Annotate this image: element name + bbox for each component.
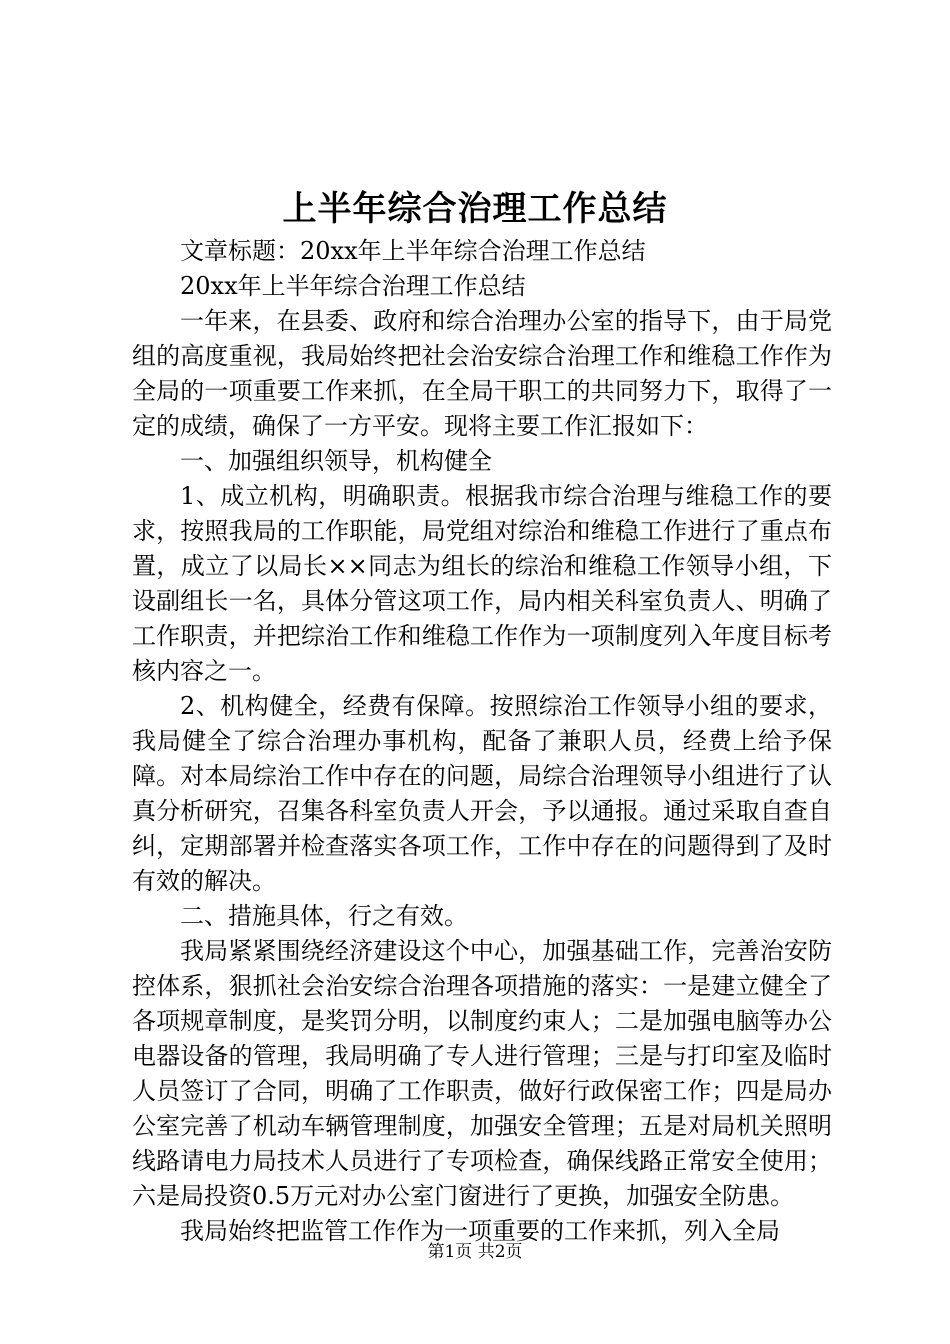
paragraph-measures: 我局紧紧围绕经济建设这个中心，加强基础工作，完善治安防控体系，狠抓社会治安综合治理各项措施的落实：一是建立健全了各项规章制度，是奖罚分明，以制度约束人；二是加强电脑等办公电器设备的管理，我局明确了专人进行管理；三是与打印室及临时人员签订了合同，明确了工作职责，做好行政保密工作；四是局办公室完善了机动车辆管理制度，加强安全管理；五是对局机关照明线路请电力局技术人员进行了专项检查，确保线路正常安全使用；六是局投资0.5万元对办公室门窗进行了更换，加强安全防患。 bbox=[132, 937, 832, 1210]
section-heading-2: 二、措施具体，行之有效。 bbox=[180, 902, 468, 930]
paragraph-item-2: 2、机构健全，经费有保障。按照综治工作领导小组的要求，我局健全了综合治理办事机构，配备了兼职人员，经费上给予保障。对本局综治工作中存在的问题，局综合治理领导小组进行了认真分析研究，召集各科室负责人开会，予以通报。通过采取自查自纠，定期部署并检查落实各项工作，工作中存在的问题得到了及时有效的解决。 bbox=[132, 692, 832, 895]
page-number: 第1页 共2页 bbox=[427, 1242, 523, 1262]
document-body bbox=[132, 234, 832, 1249]
paragraph-article-heading: 文章标题：20xx年上半年综合治理工作总结 bbox=[180, 237, 646, 265]
paragraph-intro: 一年来，在县委、政府和综合治理办公室的指导下，由于局党组的高度重视，我局始终把社会治安综合治理工作和维稳工作作为全局的一项重要工作来抓，在全局干职工的共同努力下，取得了一定的成绩，确保了一方平安。现将主要工作汇报如下： bbox=[132, 307, 832, 440]
paragraph-supervision: 我局始终把监管工作作为一项重要的工作来抓，列入全局 bbox=[180, 1217, 780, 1245]
section-heading-1: 一、加强组织领导，机构健全 bbox=[180, 447, 492, 475]
paragraph-item-1: 1、成立机构，明确职责。根据我市综合治理与维稳工作的要求，按照我局的工作职能，局党组对综治和维稳工作进行了重点布置，成立了以局长××同志为组长的综治和维稳工作领导小组，下设副组长一名，具体分管这项工作，局内相关科室负责人、明确了工作职责，并把综治工作和维稳工作作为一项制度列入年度目标考核内容之一。 bbox=[132, 482, 832, 685]
paragraph-subtitle: 20xx年上半年综合治理工作总结 bbox=[180, 272, 526, 300]
document-title: 上半年综合治理工作总结 bbox=[282, 189, 668, 229]
